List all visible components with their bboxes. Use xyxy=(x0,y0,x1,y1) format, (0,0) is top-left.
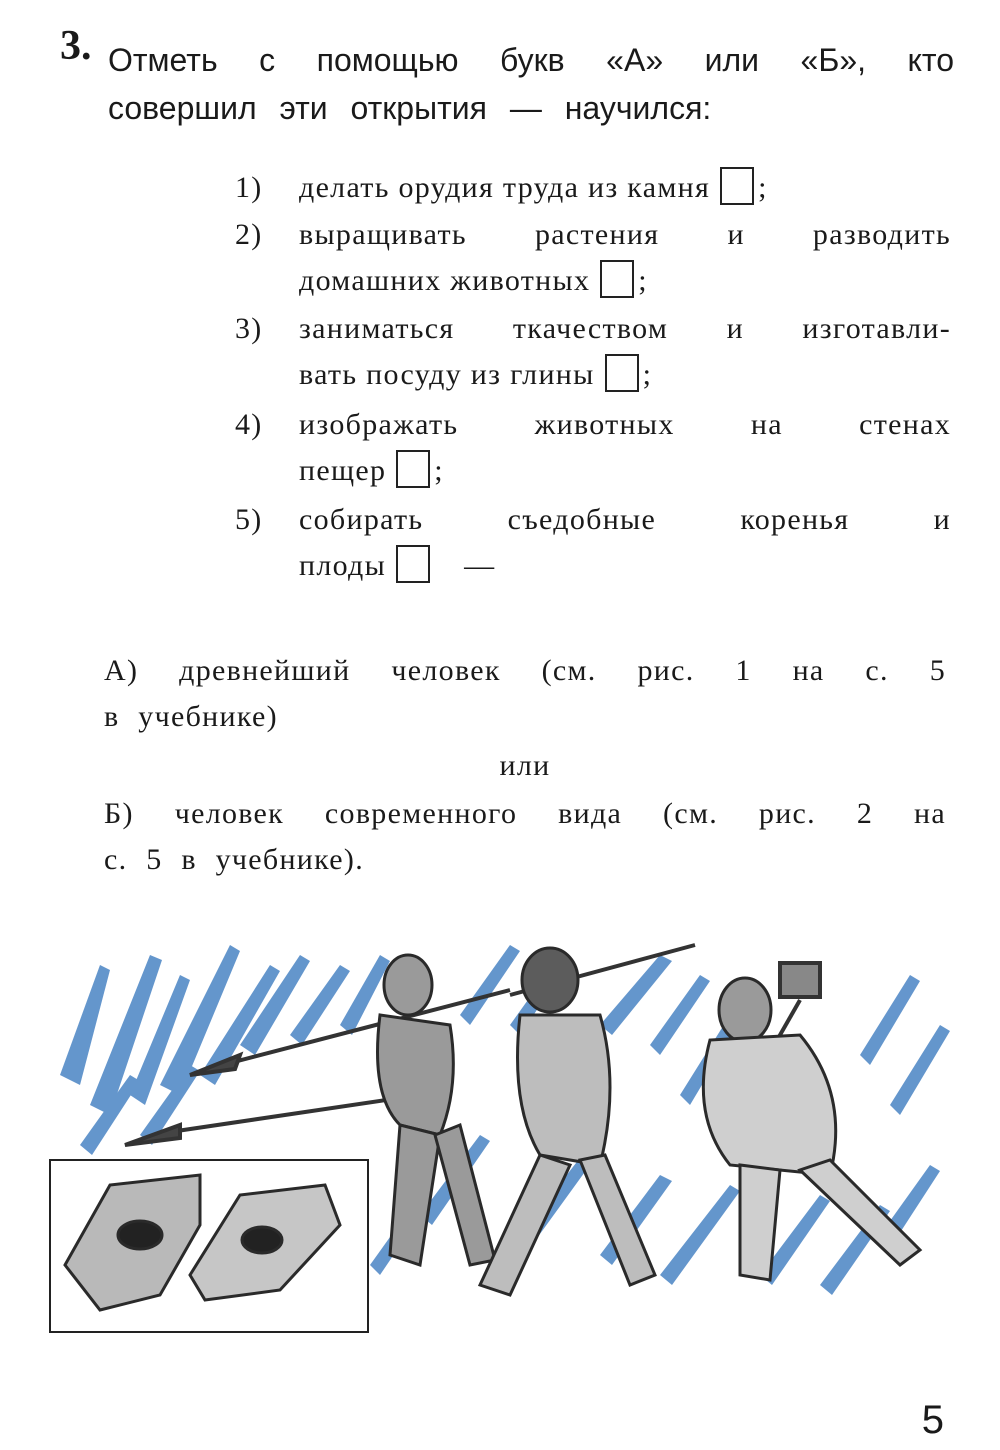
or-label: или xyxy=(499,749,551,782)
option-a xyxy=(104,648,946,740)
list-item xyxy=(235,165,951,211)
list-item xyxy=(235,306,951,398)
answer-box-1[interactable] xyxy=(720,167,754,205)
page-number: 5 xyxy=(921,1398,944,1442)
item-text: заниматься ткачеством и изготавли- xyxy=(299,312,951,345)
option-b-line-2: с. 5 в учебнике). xyxy=(104,843,364,876)
task-number: 3. xyxy=(60,23,92,69)
punctuation: ; xyxy=(642,358,653,391)
item-text: собирать съедобные коренья и xyxy=(299,503,951,536)
illustration-hunters xyxy=(40,935,960,1345)
item-number: 1) xyxy=(235,171,263,204)
item-text: плоды xyxy=(299,549,387,582)
item-text: пещер xyxy=(299,454,387,487)
punctuation: ; xyxy=(758,171,768,204)
list-item xyxy=(235,212,951,304)
item-number: 4) xyxy=(235,408,263,441)
option-b-line-1: Б) человек современного вида (см. рис. 2 на xyxy=(104,797,946,830)
instruction-line-2: совершил эти открытия — научился: xyxy=(108,90,712,126)
option-a-line-1: А) древнейший человек (см. рис. 1 на с. 5 xyxy=(104,654,946,687)
option-a-line-2: в учебнике) xyxy=(104,700,278,733)
item-number: 3) xyxy=(235,312,263,345)
punctuation: ; xyxy=(434,454,444,487)
item-number: 2) xyxy=(235,218,263,251)
item-text: вать посуду из глины xyxy=(299,358,595,391)
list-item xyxy=(235,497,951,589)
punctuation: ; xyxy=(638,264,648,297)
hunter-figures xyxy=(378,948,921,1295)
list-item xyxy=(235,402,951,494)
item-text: домашних животных xyxy=(299,264,591,297)
option-b xyxy=(104,791,946,883)
task-instruction xyxy=(108,36,954,132)
punctuation: — xyxy=(464,549,496,582)
answer-box-5[interactable] xyxy=(396,545,430,583)
answer-box-4[interactable] xyxy=(396,450,430,488)
item-text: выращивать растения и разводить xyxy=(299,218,951,251)
item-number: 5) xyxy=(235,503,263,536)
answer-box-3[interactable] xyxy=(605,354,639,392)
answer-box-2[interactable] xyxy=(600,260,634,298)
item-text: изображать животных на стенах xyxy=(299,408,951,441)
instruction-line-1: Отметь с помощью букв «А» или «Б», кто xyxy=(108,42,954,78)
item-text: делать орудия труда из камня xyxy=(299,171,711,204)
